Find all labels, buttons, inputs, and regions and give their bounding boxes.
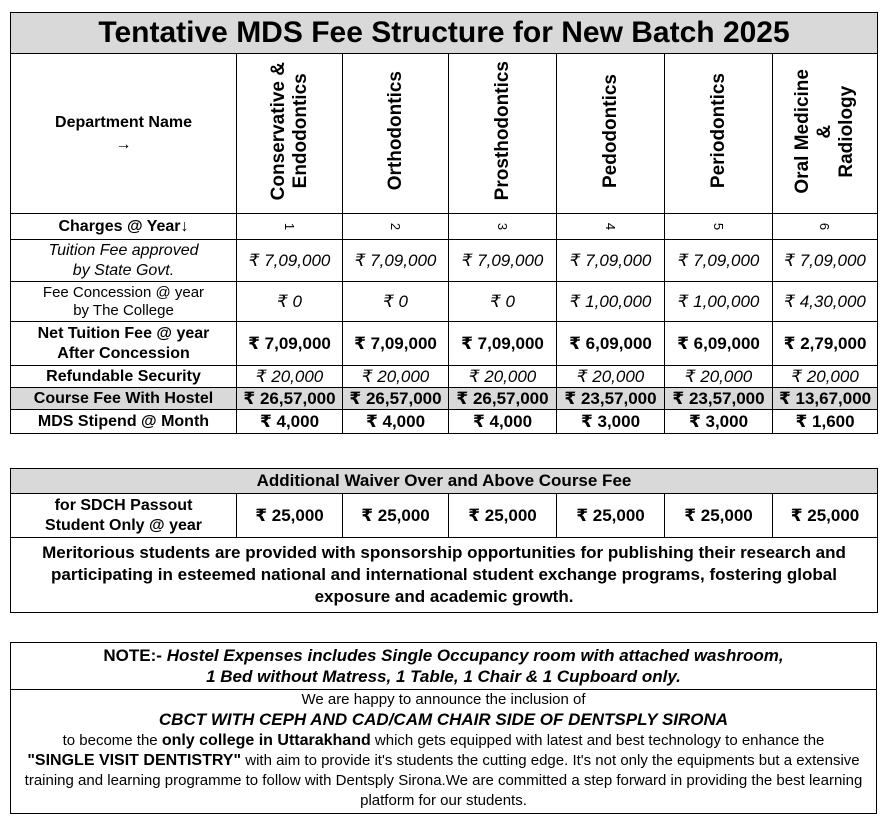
table-cell: ₹ 7,09,000 [449, 240, 557, 282]
table-cell: ₹ 7,09,000 [773, 240, 878, 282]
table-cell: ₹ 1,600 [773, 410, 878, 434]
dept-header-pedodontics: Pedodontics [557, 54, 665, 214]
column-number: 6 [773, 214, 878, 240]
table-cell: ₹ 20,000 [665, 366, 773, 388]
tuition-fee-label: Tuition Fee approved by State Govt. [11, 240, 237, 282]
mds-stipend-label: MDS Stipend @ Month [11, 410, 237, 434]
table-cell: ₹ 20,000 [343, 366, 449, 388]
table-cell: ₹ 0 [343, 282, 449, 322]
column-number: 4 [557, 214, 665, 240]
fee-concession-label: Fee Concession @ year by The College [11, 282, 237, 322]
waiver-label: for SDCH Passout Student Only @ year [11, 494, 237, 538]
table-cell: ₹ 25,000 [665, 494, 773, 538]
table-cell: ₹ 4,000 [237, 410, 343, 434]
table-cell: ₹ 7,09,000 [237, 240, 343, 282]
dept-header-orthodontics: Orthodontics [343, 54, 449, 214]
net-tuition-label: Net Tuition Fee @ year After Concession [11, 322, 237, 366]
dept-header-conservative-endodontics: Conservative & Endodontics [237, 54, 343, 214]
table-cell: ₹ 4,000 [449, 410, 557, 434]
table-cell: ₹ 26,57,000 [449, 388, 557, 410]
table-cell: ₹ 6,09,000 [557, 322, 665, 366]
table-cell: ₹ 1,00,000 [665, 282, 773, 322]
refundable-security-label: Refundable Security [11, 366, 237, 388]
table-cell: ₹ 3,000 [557, 410, 665, 434]
table-cell: ₹ 25,000 [449, 494, 557, 538]
column-number: 1 [237, 214, 343, 240]
table-cell: ₹ 7,09,000 [449, 322, 557, 366]
table-cell: ₹ 23,57,000 [557, 388, 665, 410]
table-cell: ₹ 7,09,000 [343, 322, 449, 366]
right-arrow-icon: → [115, 135, 132, 153]
meritorious-students-text: Meritorious students are provided with sponsorship opportunities for publishing their research and participating in esteemed national and international student exchange programs, fostering global exposure and academic growth. [11, 538, 878, 613]
table-cell: ₹ 0 [449, 282, 557, 322]
table-cell: ₹ 25,000 [237, 494, 343, 538]
table-cell: ₹ 3,000 [665, 410, 773, 434]
table-cell: ₹ 2,79,000 [773, 322, 878, 366]
cbct-highlight: CBCT WITH CEPH AND CAD/CAM CHAIR SIDE OF DENTSPLY SIRONA [158, 710, 729, 729]
page-title: Tentative MDS Fee Structure for New Batch 2025 [11, 13, 878, 54]
table-cell: ₹ 7,09,000 [237, 322, 343, 366]
table-cell: ₹ 25,000 [557, 494, 665, 538]
table-cell: ₹ 20,000 [773, 366, 878, 388]
dept-header-prosthodontics: Prosthodontics [449, 54, 557, 214]
table-cell: ₹ 7,09,000 [343, 240, 449, 282]
table-cell: ₹ 6,09,000 [665, 322, 773, 366]
table-cell: ₹ 23,57,000 [665, 388, 773, 410]
department-name-header: Department Name → [11, 54, 237, 214]
announcement-text: We are happy to announce the inclusion of CBCT WITH CEPH AND CAD/CAM CHAIR SIDE OF DENTSPLY SIRONA to become the only college in Uttarakhand which gets equipped with latest and best technology to enhance the "SINGLE VISIT DENTISTRY" with aim to provide it's students the cutting edge. It's not only the equipments but a extensive training and learning programme to follow with Dentsply Sirona.We are committed a step forward in providing the best learning platform for our students. [11, 690, 877, 814]
table-cell: ₹ 4,000 [343, 410, 449, 434]
table-cell: ₹ 20,000 [449, 366, 557, 388]
table-cell: ₹ 1,00,000 [557, 282, 665, 322]
table-cell: ₹ 20,000 [237, 366, 343, 388]
refundable-security-row [11, 366, 878, 388]
dept-header-oral-medicine-radiology: Oral Medicine & Radiology [773, 54, 878, 214]
charges-label: Charges @ Year↓ [11, 214, 237, 240]
column-number: 5 [665, 214, 773, 240]
table-cell: ₹ 25,000 [343, 494, 449, 538]
table-cell: ₹ 7,09,000 [557, 240, 665, 282]
note-box [10, 642, 877, 814]
table-cell: ₹ 26,57,000 [237, 388, 343, 410]
table-cell: ₹ 4,30,000 [773, 282, 878, 322]
table-cell: ₹ 7,09,000 [665, 240, 773, 282]
net-tuition-row [11, 322, 878, 366]
waiver-heading: Additional Waiver Over and Above Course Fee [11, 469, 878, 494]
fee-concession-row [11, 282, 878, 322]
fee-structure-table [10, 12, 878, 434]
mds-stipend-row [11, 410, 878, 434]
column-number: 3 [449, 214, 557, 240]
additional-waiver-table [10, 468, 878, 613]
column-number: 2 [343, 214, 449, 240]
table-cell: ₹ 25,000 [773, 494, 878, 538]
waiver-row [11, 494, 878, 538]
table-cell: ₹ 26,57,000 [343, 388, 449, 410]
dept-header-periodontics: Periodontics [665, 54, 773, 214]
table-cell: ₹ 20,000 [557, 366, 665, 388]
table-cell: ₹ 0 [237, 282, 343, 322]
hostel-note: NOTE:- Hostel Expenses includes Single Occupancy room with attached washroom, 1 Bed without Matress, 1 Table, 1 Chair & 1 Cupboard only. [11, 643, 877, 690]
table-cell: ₹ 13,67,000 [773, 388, 878, 410]
tuition-fee-row [11, 240, 878, 282]
course-fee-hostel-label: Course Fee With Hostel [11, 388, 237, 410]
course-fee-hostel-row [11, 388, 878, 410]
